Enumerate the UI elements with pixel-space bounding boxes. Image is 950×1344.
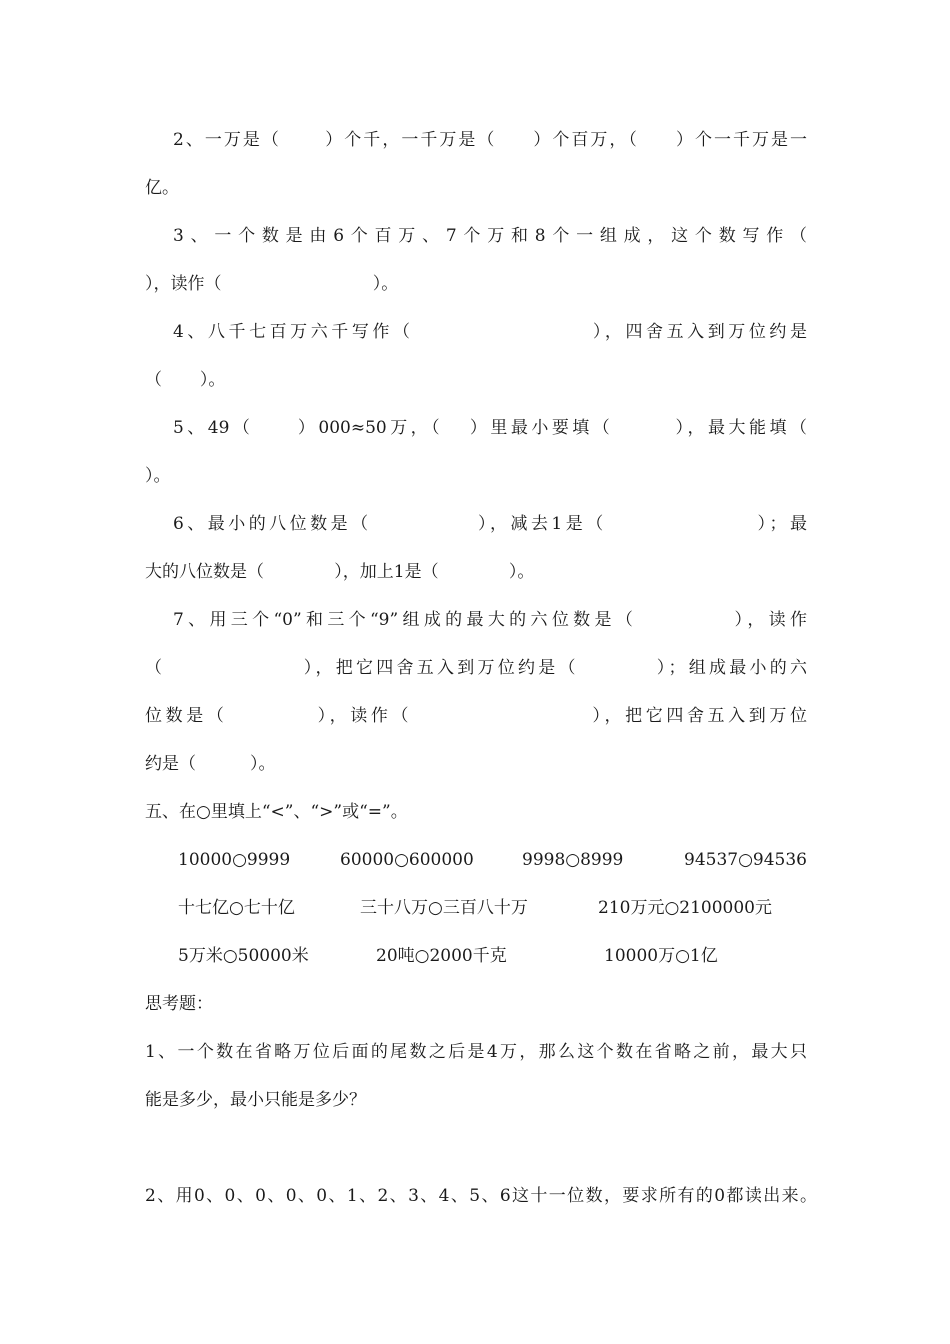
question-6-line-2: 大的八位数是（ ），加上1是（ ）。 [145,562,535,582]
thinking-title: 思考题： [145,994,213,1014]
question-3-line-1: 3、一个数是由6个百万、7个万和8个一组成，这个数写作（ [173,226,807,246]
comparison-item: 94537○94536 [684,850,807,870]
question-7-line-2: （ ），把它四舍五入到万位约是（ ）；组成最小的六 [145,658,807,678]
question-6-line-1: 6、最小的八位数是（ ），减去1是（ ）；最 [173,514,807,534]
comparison-item: 5万米○50000米 [178,946,309,966]
comparison-item: 10000○9999 [178,850,291,870]
question-4-line-2: （ ）。 [145,370,226,390]
comparison-item: 9998○8999 [522,850,624,870]
question-4-line-1: 4、八千七百万六千写作（ ），四舍五入到万位约是 [173,322,807,342]
comparison-item: 十七亿○七十亿 [178,898,295,918]
section-five-title: 五、在○里填上“<”、“>”或“=”。 [145,802,408,822]
thinking-question-2: 2、用0、0、0、0、0、1、2、3、4、5、6这十一位数，要求所有的0都读出来。 [145,1186,817,1206]
question-7-line-4: 约是（ ）。 [145,754,276,774]
thinking-question-1-line-1: 1、一个数在省略万位后面的尾数之后是4万，那么这个数在省略之前，最大只 [145,1042,807,1062]
question-2-line-2: 亿。 [145,178,179,198]
question-3-line-2: ），读作（ ）。 [145,274,399,294]
question-7-line-3: 位数是（ ），读作（ ），把它四舍五入到万位 [145,706,807,726]
question-5-line-2: ）。 [145,466,171,486]
comparison-item: 三十八万○三百八十万 [360,898,528,918]
comparison-item: 210万元○2100000元 [598,898,772,918]
thinking-question-1-line-2: 能是多少，最小只能是多少？ [145,1090,366,1110]
question-2-line-1: 2、一万是（ ）个千，一千万是（ ）个百万，（ ）个一千万是一 [173,130,807,150]
comparison-item: 10000万○1亿 [604,946,718,966]
comparison-item: 20吨○2000千克 [376,946,507,966]
question-5-line-1: 5、49（ ）000≈50万，（ ）里最小要填（ ），最大能填（ [173,418,807,438]
question-7-line-1: 7、用三个“0”和三个“9”组成的最大的六位数是（ ），读作 [173,610,807,630]
comparison-item: 60000○600000 [340,850,474,870]
